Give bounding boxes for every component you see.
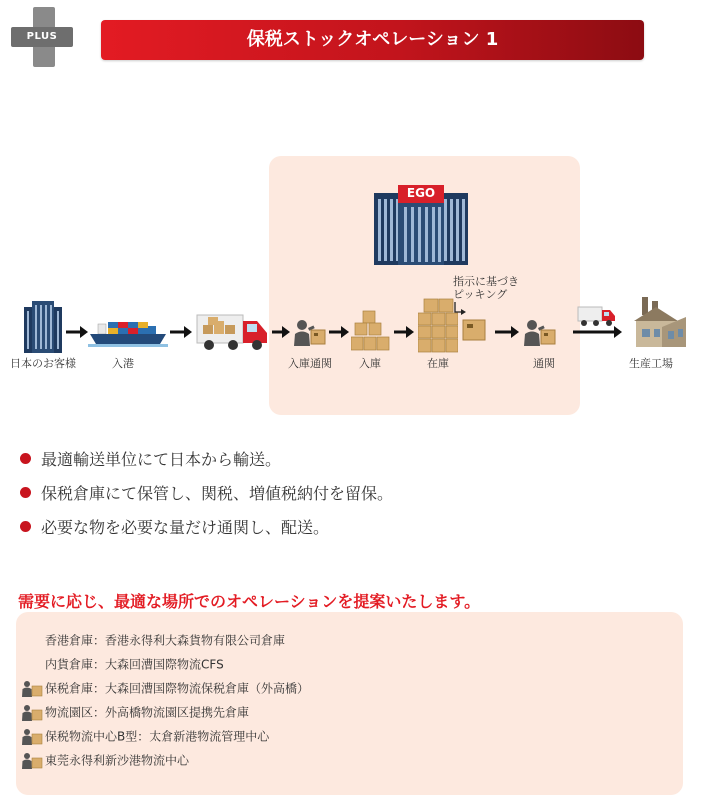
- location-text: 内貨倉庫：大森回漕国際物流CFS: [45, 657, 224, 672]
- bullet-item: [20, 515, 329, 538]
- location-text: 物流園区：外高橋物流園区提携先倉庫: [45, 705, 250, 720]
- customs-inspector-icon: [21, 752, 43, 770]
- location-item: [21, 631, 285, 649]
- step-label-port-arrival: 入港: [112, 357, 134, 370]
- flow-arrows: [0, 320, 703, 344]
- step-label-entry-customs: 入庫通関: [288, 357, 332, 370]
- ego-logo-label: EGO: [406, 186, 436, 200]
- bullet-text: 必要な物を必要な量だけ通関し、配送。: [41, 518, 330, 537]
- location-item: [21, 727, 269, 745]
- page-title: 保税ストックオペレーション 1: [101, 20, 644, 60]
- customs-inspector-icon: [21, 680, 43, 698]
- location-text: 保税物流中心B型：太倉新港物流管理中心: [45, 729, 270, 744]
- customs-inspector-icon: [21, 704, 43, 722]
- bullet-item: [20, 447, 281, 470]
- step-label-factory: 生産工場: [629, 357, 673, 370]
- bullet-dot: [20, 521, 31, 532]
- customs-inspector-icon: [21, 728, 43, 746]
- picking-note-line2: ピッキング: [453, 288, 508, 301]
- step-label-customs-release: 通関: [533, 357, 555, 370]
- location-item: [21, 679, 309, 697]
- bullet-item: [20, 481, 393, 504]
- plus-badge: PLUS: [26, 31, 58, 42]
- bullet-dot: [20, 487, 31, 498]
- bullet-text: 保税倉庫にて保管し、関税、増値税納付を留保。: [41, 484, 394, 503]
- bullet-dot: [20, 453, 31, 464]
- proposal-heading: 需要に応じ、最適な場所でのオペレーションを提案いたします。: [18, 592, 481, 611]
- bullet-text: 最適輸送単位にて日本から輸送。: [41, 450, 282, 469]
- step-label-warehousing: 入庫: [359, 357, 381, 370]
- step-label-customer: 日本のお客様: [10, 357, 76, 370]
- location-item: [21, 751, 189, 769]
- location-text: 東莞永得利新沙港物流中心: [45, 753, 190, 768]
- location-text: 香港倉庫：香港永得利大森貨物有限公司倉庫: [45, 633, 286, 648]
- step-label-inventory: 在庫: [427, 357, 449, 370]
- location-item: [21, 703, 249, 721]
- picking-note-line1: 指示に基づき: [453, 275, 519, 288]
- location-item: [21, 655, 224, 673]
- location-text: 保税倉庫：大森回漕国際物流保税倉庫（外高橋）: [45, 681, 310, 696]
